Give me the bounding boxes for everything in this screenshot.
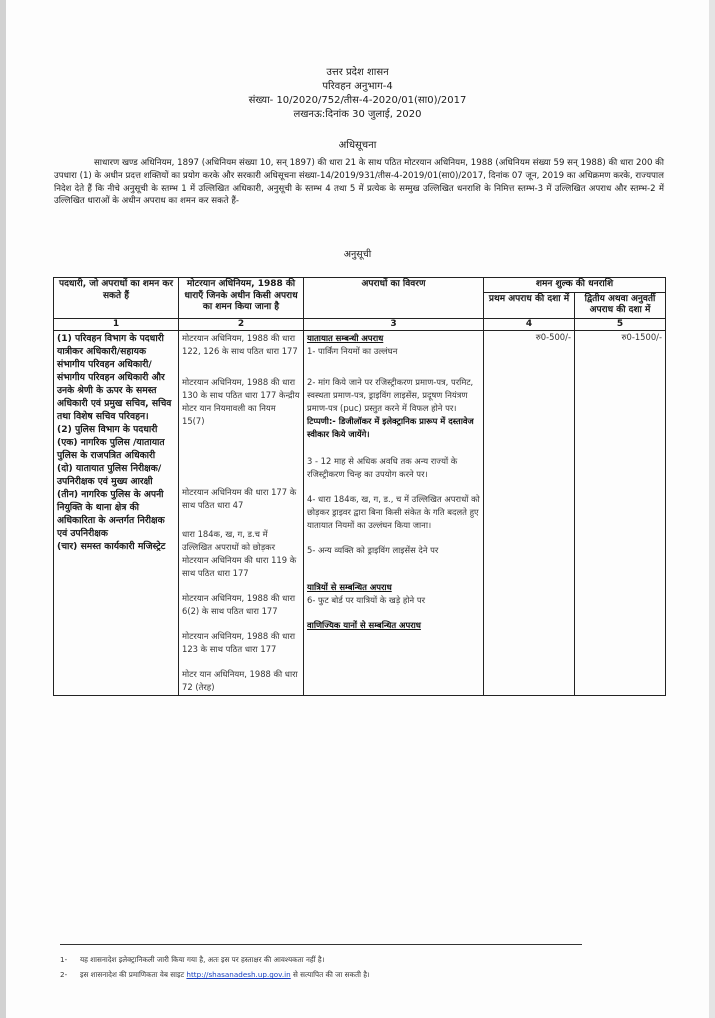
table-header-row [54, 278, 666, 293]
footnote-divider [60, 944, 582, 945]
section-entry: मोटरयान अधिनियम, 1988 की धारा 130 के साथ पठित धारा 177 केन्द्रीय मोटर यान नियमावली का नियम 15(7) [182, 377, 300, 426]
section-entry: धारा 184क, ख, ग, ड.च में उल्लिखित अपराधों को छोड़कर मोटरयान अधिनियम की धारा 119 के साथ पठित धारा 177 [182, 529, 297, 578]
offence-item: 4- धारा 184क, ख, ग, ड., च में उल्लिखित अपराधों को छोड़कर ड्राइवर द्वारा बिना किसी संकेत के गति बदलते हुए यातायात नियमों का उल्लंघन किया जाना। [307, 494, 480, 530]
verification-link[interactable]: http://shasanadesh.up.gov.in [186, 970, 291, 979]
officer-entry: (चार) समस्त कार्यकारी मजिस्ट्रेट [57, 541, 166, 552]
footnote-number: 1- [60, 955, 68, 964]
section-entry: मोटरयान अधिनियम, 1988 की धारा 6(2) के साथ पठित धारा 177 [182, 593, 296, 616]
section-entry: मोटरयान अधिनियम, 1988 की धारा 123 के साथ पठित धारा 177 [182, 631, 296, 654]
header-fee-group: शमन शुल्क की धनराशि [484, 278, 666, 293]
offence-note: टिप्पणी:- डिजीलॉकर में इलेक्ट्रानिक प्रारूप में दस्तावेज स्वीकार किये जायेंगे। [307, 416, 474, 439]
officer-entry: (तीन) नागरिक पुलिस के अपनी नियुक्ति के थाना क्षेत्र की अधिकारिता के अन्तर्गत निरीक्षक एवं उपनिरीक्षक [57, 489, 165, 539]
footnote-2 [60, 967, 370, 982]
footnotes [60, 952, 370, 982]
offence-item: 5- अन्य व्यक्ति को ड्राइविंग लाइसेंस देने पर [307, 545, 439, 555]
footnote-number: 2- [60, 970, 68, 979]
notification-paragraph [54, 157, 664, 208]
fee-first-offence: रु0-500/- [484, 331, 575, 696]
schedule-table [53, 277, 666, 696]
document-header [0, 66, 715, 122]
column-number: 2 [179, 318, 304, 331]
schedule-title: अनुसूची [343, 249, 372, 260]
offence-item: 1- पार्किंग नियमों का उल्लंघन [307, 346, 398, 356]
sections-cell [179, 331, 304, 696]
section-entry: मोटरयान अधिनियम, 1988 की धारा 122, 126 के साथ पठित धारा 177 [182, 333, 298, 356]
officers-cell [54, 331, 179, 696]
footnote-1 [60, 952, 370, 967]
header-officers: पदधारी, जो अपराधों का शमन कर सकते हैं [54, 278, 179, 319]
column-number: 3 [304, 318, 484, 331]
section-entry: मोटरयान अधिनियम की धारा 177 के साथ पठित धारा 47 [182, 487, 297, 510]
government-name: उत्तर प्रदेश शासन [326, 67, 389, 78]
header-sections: मोटरयान अधिनियम, 1988 की धाराएँ जिनके अधीन किसी अपराध का शमन किया जाना है [179, 278, 304, 319]
section-entry: मोटर यान अधिनियम, 1988 की धारा 72 (तेरह) [182, 669, 298, 692]
column-number: 1 [54, 318, 179, 331]
fee-second-offence: रु0-1500/- [575, 331, 666, 696]
notice-title: अधिसूचना [338, 140, 377, 151]
offence-heading: यात्रियों से सम्बन्धित अपराध [307, 582, 392, 592]
footnote-text: यह शासनादेश इलेक्ट्रानिकली जारी किया गया है, अतः इस पर हस्ताक्षर की आवश्यकता नहीं है। [80, 955, 325, 964]
header-offences: अपराधों का विवरण [304, 278, 484, 319]
offence-heading: यातायात सम्बन्धी अपराध [307, 333, 384, 343]
paragraph-text: साधारण खण्ड अधिनियम, 1897 (अधिनियम संख्या 10, सन् 1897) की धारा 21 के साथ पठित मोटरयान अधिनियम, 1988 (अधिनियम संख्या 59 सन् 1988) की धारा 200 की उपधारा (1) के अधीन प्रदत्त शक्तियों का प्रयोग करके और सरकारी अधिसूचना संख्या-14/2019/931/तीस-4-2019/01(सा0)/2017, दिनांक 07 जून, 2019 का अधिक्रमण करके, राज्यपाल निदेश देते हैं कि नीचे अनुसूची के स्तम्भ 1 में उल्लिखित अधिकारी, अनुसूची के स्तम्भ 4 तथा 5 में प्रत्येक के सम्मुख उल्लिखित धनराशि के निमित्त स्तम्भ-3 में उल्लिखित अपराध और स्तम्भ-2 में उल्लिखित धाराओं के अधीन अपराध का शमन कर सकते हैं- [54, 158, 664, 207]
officer-entry: (एक) नागरिक पुलिस /यातायात पुलिस के राजपत्रित अधिकारी [57, 437, 165, 461]
offence-item: 3 - 12 माह से अधिक अवधि तक अन्य राज्यों के रजिस्ट्रीकरण चिन्ह का उपयोग करने पर। [307, 456, 458, 479]
table-body-row [54, 331, 666, 696]
offences-cell [304, 331, 484, 696]
offence-item: 6- फुट बोर्ड पर यात्रियों के खड़े होने पर [307, 595, 425, 605]
reference-number: संख्या- 10/2020/752/तीस-4-2020/01(सा0)/2017 [248, 95, 467, 106]
officer-entry: (2) पुलिस विभाग के पदधारी [57, 424, 158, 435]
footnote-text: इस शासनादेश की प्रमाणिकता वेब साइट [80, 970, 185, 979]
column-number: 4 [484, 318, 575, 331]
header-second-offence: द्वितीय अथवा अनुवर्ती अपराध की दशा में [575, 292, 666, 318]
column-number: 5 [575, 318, 666, 331]
offence-item: 2- मांग किये जाने पर रजिस्ट्रीकरण प्रमाण-पत्र, परमिट, स्वस्थता प्रमाण-पत्र, ड्राइविंग लाइसेंस, प्रदूषण नियंत्रण प्रमाण-पत्र (puc) प्रस्तुत करने में विफल होने पर। [307, 377, 474, 413]
footnote-text: से सत्यापित की जा सकती है। [293, 970, 370, 979]
offence-heading: वाणिज्यिक यानों से सम्बन्धित अपराध [307, 620, 421, 630]
officer-entry: (1) परिवहन विभाग के पदधारी यात्रीकर अधिकारी/सहायक संभागीय परिवहन अधिकारी/संभागीय परिवहन अधिकारी और उनके श्रेणी के ऊपर के समस्त अधिकारी एवं प्रमुख सचिव, सचिव तथा विशेष सचिव परिवहन। [57, 333, 172, 422]
column-number-row [54, 318, 666, 331]
header-first-offence: प्रथम अपराध की दशा में [484, 292, 575, 318]
officer-entry: (दो) यातायात पुलिस निरीक्षक/उपनिरीक्षक एवं मुख्य आरक्षी [57, 463, 162, 487]
department-name: परिवहन अनुभाग-4 [322, 81, 393, 92]
issue-date: लखनऊ:दिनांक 30 जुलाई, 2020 [293, 109, 422, 120]
